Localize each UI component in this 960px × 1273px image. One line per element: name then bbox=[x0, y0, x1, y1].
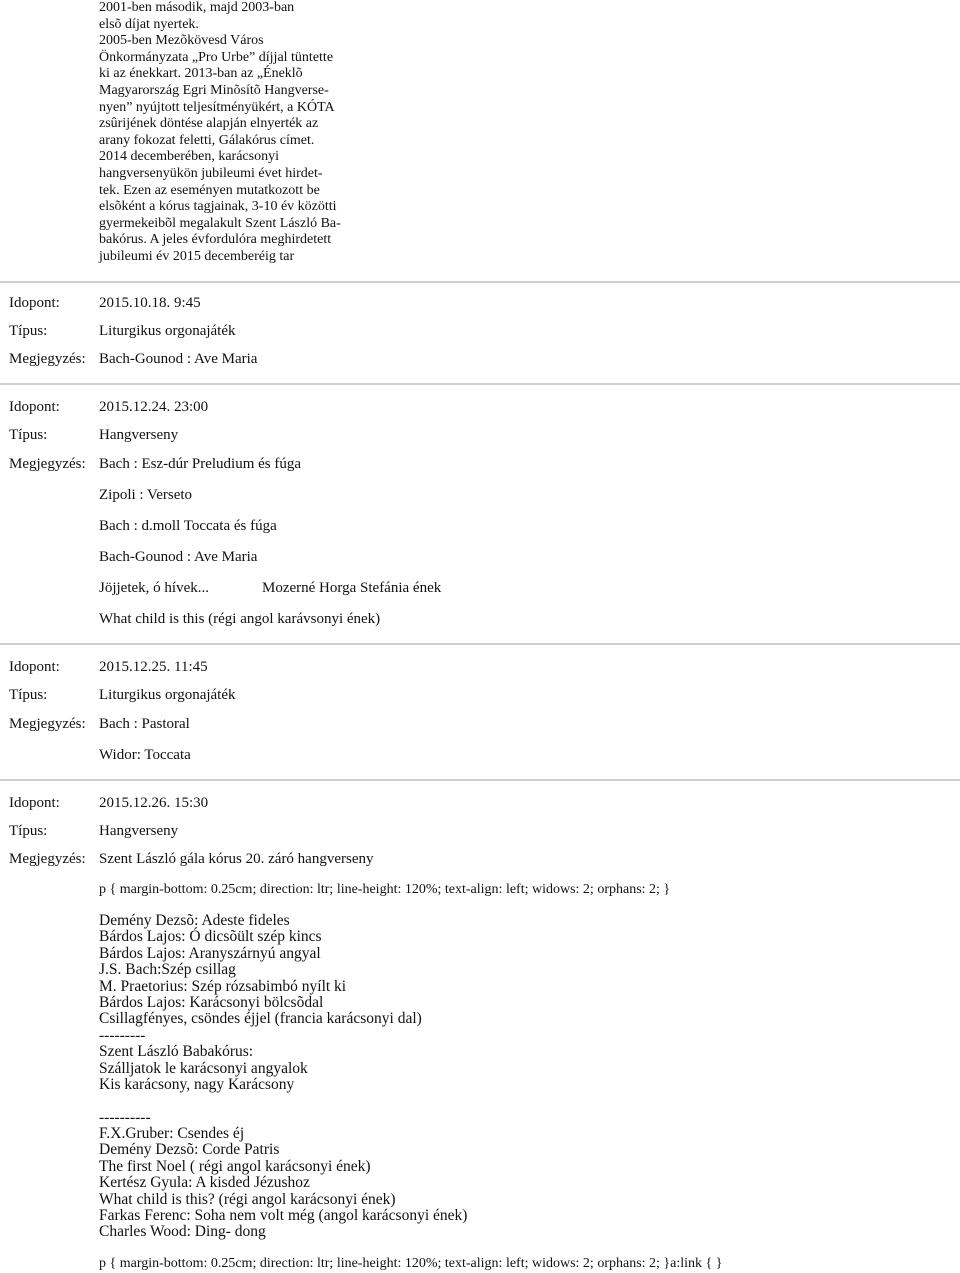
divider bbox=[0, 643, 960, 645]
time-label: Idopont: bbox=[9, 795, 60, 811]
intro-line: jubileumi év 2015 decemberéig tar bbox=[99, 248, 295, 264]
type-label: Típus: bbox=[9, 427, 48, 443]
event-time-row bbox=[0, 657, 960, 677]
event-time-row bbox=[0, 397, 960, 417]
intro-line: gyermekeibõl megalakult Szent László Ba- bbox=[99, 215, 341, 231]
event-note-line bbox=[0, 609, 960, 629]
program-item: M. Praetorius: Szép rózsabimbó nyílt ki bbox=[99, 977, 347, 995]
program-item: Kertész Gyula: A kisded Jézushoz bbox=[99, 1174, 310, 1192]
program-item: What child is this? (régi angol karácsonyi ének) bbox=[99, 1190, 396, 1208]
intro-line: elsõ díjat nyertek. bbox=[99, 16, 199, 32]
type-value: Liturgikus orgonajáték bbox=[99, 323, 236, 339]
divider bbox=[0, 281, 960, 283]
note-value: Zipoli : Verseto bbox=[99, 487, 193, 503]
note-value: Bach : Pastoral bbox=[99, 716, 190, 732]
time-value: 2015.12.24. 23:00 bbox=[99, 399, 209, 415]
note-value: Bach : d.moll Toccata és fúga bbox=[99, 518, 277, 534]
event-note-row bbox=[0, 849, 960, 869]
intro-line: 2005-ben Mezõkövesd Város bbox=[99, 33, 264, 49]
program-item: Bárdos Lajos: Aranyszárnyú angyal bbox=[99, 944, 321, 962]
event-type-row bbox=[0, 321, 960, 341]
event-note-line bbox=[0, 745, 960, 765]
intro-line: arany fokozat feletti, Gálakórus címet. bbox=[99, 132, 315, 148]
event-note-line bbox=[0, 516, 960, 536]
program-item: Csillagfényes, csöndes éjjel (francia karácsonyi dal) bbox=[99, 1010, 422, 1028]
event-note-row bbox=[0, 349, 960, 369]
note-label: Megjegyzés: bbox=[9, 456, 86, 472]
program-item: Szent László Babakórus: bbox=[99, 1043, 254, 1061]
note-value: Widor: Toccata bbox=[99, 747, 191, 763]
event-note-row bbox=[0, 714, 960, 734]
program-item: Szálljatok le karácsonyi angyalok bbox=[99, 1059, 308, 1077]
program-item: The first Noel ( régi angol karácsonyi ének) bbox=[99, 1157, 371, 1175]
divider bbox=[0, 383, 960, 385]
type-value: Liturgikus orgonajáték bbox=[99, 687, 236, 703]
intro-line: 2014 decemberében, karácsonyi bbox=[99, 149, 279, 165]
time-label: Idopont: bbox=[9, 295, 60, 311]
event-time-row bbox=[0, 293, 960, 313]
event-note-row bbox=[0, 454, 960, 474]
program-separator: --------- bbox=[99, 1026, 146, 1044]
stray-css-text: p { margin-bottom: 0.25cm; direction: ltr; line-height: 120%; text-align: left; widows: 2; orphans: 2; } bbox=[99, 882, 671, 897]
time-label: Idopont: bbox=[9, 399, 60, 415]
type-label: Típus: bbox=[9, 323, 48, 339]
note-label: Megjegyzés: bbox=[9, 716, 86, 732]
time-label: Idopont: bbox=[9, 659, 60, 675]
time-value: 2015.10.18. 9:45 bbox=[99, 295, 201, 311]
intro-line: elsõként a kórus tagjainak, 3-10 év közötti bbox=[99, 199, 337, 215]
program-list bbox=[99, 913, 467, 1241]
event-note-line bbox=[0, 485, 960, 505]
intro-line: zsûrijének döntése alapján elnyerték az bbox=[99, 116, 319, 132]
program-item: Demény Dezsõ: Corde Patris bbox=[99, 1141, 280, 1159]
note-label: Megjegyzés: bbox=[9, 851, 86, 867]
intro-line: Önkormányzata „Pro Urbe” díjjal tüntette bbox=[99, 49, 334, 65]
type-value: Hangverseny bbox=[99, 427, 179, 443]
note-label: Megjegyzés: bbox=[9, 351, 86, 367]
intro-line: bakórus. A jeles évfordulóra meghirdetett bbox=[99, 232, 332, 248]
intro-line: ki az énekkart. 2013-ban az „Éneklõ bbox=[99, 66, 303, 82]
program-item: Charles Wood: Ding- dong bbox=[99, 1223, 266, 1241]
type-label: Típus: bbox=[9, 687, 48, 703]
event-type-row bbox=[0, 425, 960, 445]
note-value: Bach-Gounod : Ave Maria bbox=[99, 351, 258, 367]
note-value: Bach-Gounod : Ave Maria bbox=[99, 549, 258, 565]
type-value: Hangverseny bbox=[99, 823, 179, 839]
performer-note: Mozerné Horga Stefánia ének bbox=[262, 580, 442, 596]
program-item: F.X.Gruber: Csendes éj bbox=[99, 1125, 245, 1143]
intro-line: nyen” nyújtott teljesítményükért, a KÓTA bbox=[99, 99, 335, 115]
program-item: Farkas Ferenc: Soha nem volt még (angol karácsonyi ének) bbox=[99, 1207, 468, 1225]
program-item: J.S. Bach:Szép csillag bbox=[99, 961, 236, 979]
intro-line: hangversenyükön jubileumi évet hirdet- bbox=[99, 165, 323, 181]
divider bbox=[0, 779, 960, 781]
stray-css-text: p { margin-bottom: 0.25cm; direction: ltr; line-height: 120%; text-align: left; widows: 2; orphans: 2; }a:link { } bbox=[99, 1256, 723, 1271]
note-value: Jöjjetek, ó hívek... bbox=[99, 580, 209, 596]
event-note-line bbox=[0, 578, 960, 598]
time-value: 2015.12.25. 11:45 bbox=[99, 659, 208, 675]
program-item: Demény Dezsõ: Adeste fideles bbox=[99, 912, 290, 929]
note-value: What child is this (régi angol karávsonyi ének) bbox=[99, 611, 381, 627]
note-value: Bach : Esz-dúr Preludium és fúga bbox=[99, 456, 302, 472]
intro-line: 2001-ben második, majd 2003-ban bbox=[99, 0, 295, 15]
program-separator: ---------- bbox=[99, 1108, 151, 1126]
event-type-row bbox=[0, 821, 960, 841]
program-item: Bárdos Lajos: Ó dicsõült szép kincs bbox=[99, 928, 322, 946]
program-item: Kis karácsony, nagy Karácsony bbox=[99, 1075, 295, 1093]
event-note-line bbox=[0, 547, 960, 567]
event-type-row bbox=[0, 685, 960, 705]
intro-paragraph bbox=[99, 0, 419, 266]
time-value: 2015.12.26. 15:30 bbox=[99, 795, 209, 811]
event-time-row bbox=[0, 793, 960, 813]
program-item: Bárdos Lajos: Karácsonyi bölcsõdal bbox=[99, 993, 324, 1011]
type-label: Típus: bbox=[9, 823, 48, 839]
intro-line: tek. Ezen az eseményen mutatkozott be bbox=[99, 182, 320, 198]
intro-line: Magyarország Egri Minõsítõ Hangverse- bbox=[99, 82, 329, 98]
note-value: Szent László gála kórus 20. záró hangverseny bbox=[99, 851, 374, 867]
